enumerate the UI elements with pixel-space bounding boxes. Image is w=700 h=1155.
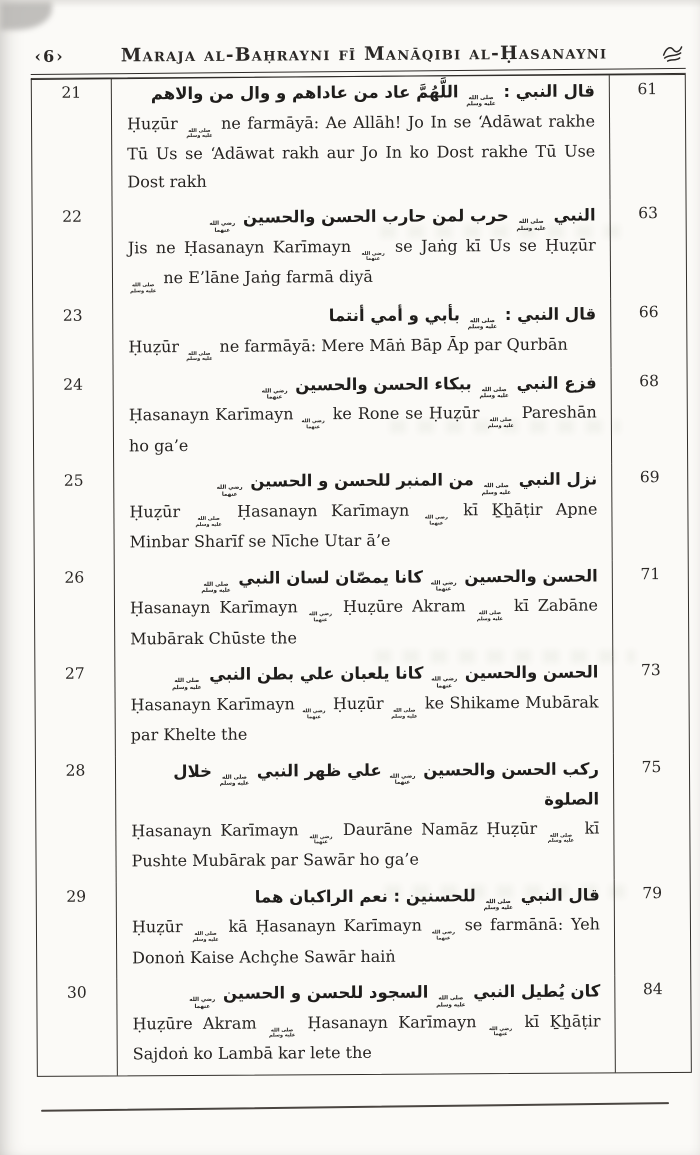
entry-serial-number: 29 xyxy=(66,887,87,906)
entry-title-roman: Jis ne Ḥasanayn Karīmayn رضي الله عنهما se Jaṅg kī Us se Ḥuẓūr صلى الله عليه وسلم ne E’lāne Jaṅg farmā diyā xyxy=(127,235,596,294)
honorific-saw-stamp: صلى الله عليه وسلم xyxy=(172,678,202,691)
toc-entry-row xyxy=(37,975,691,1076)
entry-page-number: 61 xyxy=(637,80,658,99)
honorific-ra-stamp: رضي الله عنهما xyxy=(301,418,325,431)
entry-serial-number: 24 xyxy=(63,375,84,394)
honorific-saw-stamp: صلى الله عليه وسلم xyxy=(487,417,514,430)
entry-page-number: 75 xyxy=(641,758,662,777)
entry-body xyxy=(115,753,615,882)
entry-title-arabic: الحسن والحسين رضي الله عنهما كانا يلعبان علي بطن النبي صلى الله عليه وسلم xyxy=(172,662,599,691)
honorific-ra-stamp: رضي الله عنهما xyxy=(216,485,243,498)
entry-page-number: 66 xyxy=(638,303,659,322)
toc-entry-row xyxy=(35,560,689,661)
entry-title-roman: Ḥuẓūr صلى الله عليه وسلم kā Ḥasanayn Karīmayn رضي الله عنهما se farmānā: Yeh Donoṅ Kaise Achçhe Sawār haiṅ xyxy=(131,914,601,967)
honorific-ra-stamp: رضي الله عنهما xyxy=(431,676,458,690)
entry-title-arabic: قال النبي : صلى الله عليه وسلم اللَّهُمَّ عاد من عاداهم و وال من والاهم xyxy=(150,81,595,108)
toc-entry-row xyxy=(34,463,688,564)
honorific-saw-stamp: صلى الله عليه وسلم xyxy=(467,318,498,331)
entry-title-roman: Ḥasanayn Karīmayn رضي الله عنهما Daurāne Namāz Ḥuẓūr صلى الله عليه وسلم kī Pushte Mubārak par Sawār ho ga’e xyxy=(131,818,600,871)
honorific-ra-stamp: رضي الله عنهما xyxy=(309,833,333,846)
entry-title-arabic: قال النبي : صلى الله عليه وسلم بأبي و أمي أنتما xyxy=(328,304,597,331)
honorific-ra-stamp: رضي الله عنهما xyxy=(488,1025,513,1038)
entry-serial-number: 30 xyxy=(66,983,87,1003)
toc-entry-row xyxy=(35,656,689,757)
entry-title-arabic: ركب الحسن والحسين رضي الله عنهما علي ظهر النبي صلى الله عليه وسلم خلال الصلوة xyxy=(173,759,600,810)
honorific-saw-stamp: صلى الله عليه وسلم xyxy=(186,350,213,363)
entry-serial-number: 22 xyxy=(62,207,83,227)
entry-title-arabic: كان يُطيل النبي صلى الله عليه وسلم السجود للحسن و الحسين رضي الله عنهما xyxy=(189,981,601,1010)
entry-page-number: 84 xyxy=(642,980,663,999)
honorific-saw-stamp: صلى الله عليه وسلم xyxy=(201,581,231,595)
honorific-saw-stamp: صلى الله عليه وسلم xyxy=(479,386,509,400)
toc-entry-row xyxy=(37,879,691,980)
footer-rule xyxy=(41,1102,669,1112)
honorific-saw-stamp: صلى الله عليه وسلم xyxy=(192,931,219,943)
honorific-saw-stamp: صلى الله عليه وسلم xyxy=(186,127,213,140)
entry-body xyxy=(113,367,613,467)
honorific-saw-stamp: صلى الله عليه وسلم xyxy=(516,219,546,232)
entry-page-number: 68 xyxy=(639,372,660,391)
entry-serial-number: 26 xyxy=(64,568,85,587)
honorific-ra-stamp: رضي الله عنهما xyxy=(209,221,236,234)
entry-serial-number: 27 xyxy=(64,665,85,684)
entry-page-number: 73 xyxy=(640,661,661,680)
entry-title-roman: Ḥuẓūr صلى الله عليه وسلم Ḥasanayn Karīmayn رضي الله عنهما kī Ḵẖāṭir Apne Minbar Sharīf se Nīche Utar ā’e xyxy=(129,499,598,552)
honorific-ra-stamp: رضي الله عنهما xyxy=(261,388,288,401)
toc-entry-row xyxy=(33,199,687,302)
contents-table xyxy=(31,74,692,1077)
entry-page-number: 71 xyxy=(640,565,661,584)
entry-serial-number: 23 xyxy=(62,306,83,325)
entry-body xyxy=(114,560,614,660)
entry-body xyxy=(112,299,611,371)
entry-body xyxy=(112,200,612,302)
running-header xyxy=(35,42,684,67)
entry-title-roman: Ḥasanayn Karīmayn رضي الله عنهما Ḥuẓūr صلى الله عليه وسلم ke Shikame Mubārak par Khelte the xyxy=(130,692,599,745)
honorific-ra-stamp: رضي الله عنهما xyxy=(302,708,326,720)
honorific-saw-stamp: صلى الله عليه وسلم xyxy=(547,832,575,845)
entry-title-arabic: قال النبي صلى الله عليه وسلم للحسنين : نعم الراكبان هما xyxy=(254,885,600,912)
entry-body xyxy=(116,879,616,979)
entry-body xyxy=(114,657,614,757)
toc-entry-row xyxy=(33,298,686,371)
header-ornament-icon xyxy=(662,42,684,62)
honorific-saw-stamp: صلى الله عليه وسلم xyxy=(268,1027,296,1039)
honorific-ra-stamp: رضي الله عنهما xyxy=(431,929,455,942)
entry-page-number: 69 xyxy=(639,468,660,487)
entry-page-number: 63 xyxy=(638,204,659,223)
entry-page-number: 79 xyxy=(642,883,663,903)
honorific-saw-stamp: صلى الله عليه وسلم xyxy=(436,995,466,1009)
honorific-saw-stamp: صلى الله عليه وسلم xyxy=(130,282,157,294)
entry-title-arabic: الحسن والحسين رضي الله عنهما كانا يمصّان لسان النبي صلى الله عليه وسلم xyxy=(201,566,598,595)
honorific-ra-stamp: رضي الله عنهما xyxy=(430,580,457,593)
honorific-ra-stamp: رضي الله عنهما xyxy=(308,611,333,624)
entry-title-arabic: فزع النبي صلى الله عليه وسلم ببكاء الحسن والحسين رضي الله عنهما xyxy=(261,373,597,401)
entry-serial-number: 21 xyxy=(61,83,82,102)
entry-body xyxy=(116,976,616,1076)
honorific-saw-stamp: صلى الله عليه وسلم xyxy=(466,95,496,108)
entry-serial-number: 28 xyxy=(65,761,86,780)
honorific-saw-stamp: صلى الله عليه وسلم xyxy=(391,707,418,720)
toc-entry-row xyxy=(34,367,688,468)
entry-title-roman: Ḥuẓūre Akram صلى الله عليه وسلم Ḥasanayn Karīmayn رضي الله عنهما kī Ḵẖāṭir Sajdoṅ ko Lambā kar lete the xyxy=(132,1011,601,1064)
entry-title-roman: Ḥasanayn Karīmayn رضي الله عنهما ke Rone se Ḥuẓūr صلى الله عليه وسلم Pareshān ho ga’e xyxy=(128,402,597,455)
entry-title-arabic: النبي صلى الله عليه وسلم حرب لمن حارب الحسن والحسين رضي الله عنهما xyxy=(209,205,596,234)
honorific-saw-stamp: صلى الله عليه وسلم xyxy=(476,610,504,623)
honorific-saw-stamp: صلى الله عليه وسلم xyxy=(219,774,250,788)
folio-number: ‹6› xyxy=(34,46,65,66)
entry-title-roman: Ḥuẓūr صلى الله عليه وسلم ne farmāyā: Ae Allāh! Jo In se ‘Adāwat rakhe Tū Us se ‘Adāwat rakh aur Jo In ko Dost rakhe Tū Use Dost rakh xyxy=(126,110,596,191)
entry-title-arabic: نزل النبي صلى الله عليه وسلم من المنبر للحسن و الحسين رضي الله عنهما xyxy=(216,469,598,498)
honorific-ra-stamp: رضي الله عنهما xyxy=(361,250,385,263)
book-title: Maraja al-Baḥrayni fī Manāqibi al-Ḥasanayni xyxy=(120,42,608,67)
toc-entry-row xyxy=(36,753,690,883)
honorific-saw-stamp: صلى الله عليه وسلم xyxy=(483,898,514,912)
honorific-saw-stamp: صلى الله عليه وسلم xyxy=(481,483,512,496)
entry-body xyxy=(111,75,611,202)
entry-title-roman: Ḥasanayn Karīmayn رضي الله عنهما Ḥuẓūre Akram صلى الله عليه وسلم kī Zabāne Mubārak Chūste the xyxy=(129,595,599,648)
honorific-saw-stamp: صلى الله عليه وسلم xyxy=(195,515,222,528)
honorific-ra-stamp: رضي الله عنهما xyxy=(389,773,416,786)
toc-entry-row xyxy=(32,75,686,203)
entry-title-roman: Ḥuẓūr صلى الله عليه وسلم ne farmāyā: Mere Māṅ Bāp Āp par Qurbān xyxy=(128,334,568,363)
entry-body xyxy=(113,464,613,564)
honorific-ra-stamp: رضي الله عنهما xyxy=(189,997,216,1010)
entry-serial-number: 25 xyxy=(63,472,84,491)
honorific-ra-stamp: رضي الله عنهما xyxy=(424,514,448,527)
